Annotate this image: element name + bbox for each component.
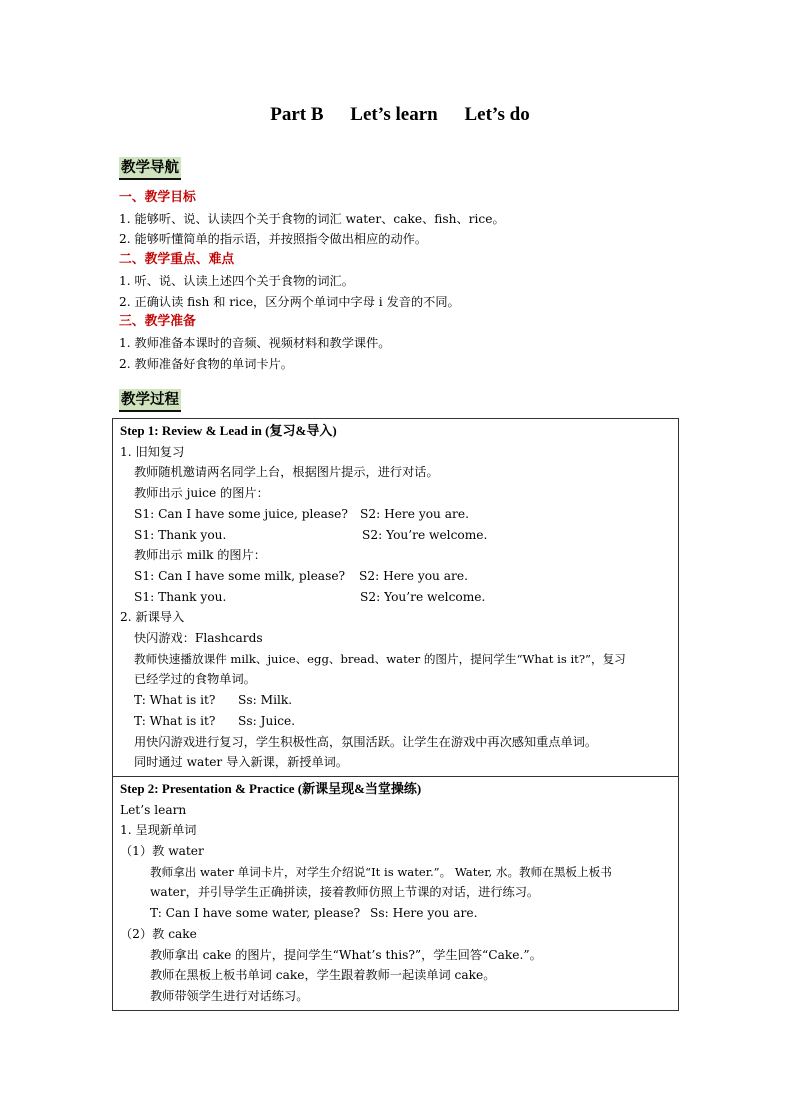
prep-item: 1. 教师准备本课时的音频、视频材料和教学课件。 [119,335,391,350]
key-item: 1. 听、说、认读上述四个关于食物的词汇。 [119,273,354,288]
dialogue-s2: S2: You’re welcome. [362,527,488,542]
step2-cell [113,776,679,1010]
goal-item: 1. 能够听、说、认读四个关于食物的词汇 water、cake、fish、rice。 [119,211,505,226]
dialogue-s2: S2: Here you are. [360,506,469,521]
prep-heading: 三、教学准备 [119,314,196,330]
page-title [0,104,790,126]
step1-cell [113,419,679,777]
process-heading: 教学过程 [119,389,181,412]
step1-title: Step 1: Review & Lead in (复习&导入) [120,423,337,438]
step1-line: 教师出示 juice 的图片： [134,486,269,501]
dialogue-s2: S2: Here you are. [359,568,468,583]
step2-word-heading: （1）教 water [120,844,204,859]
objectives-block [119,188,679,374]
step2-title: Step 2: Presentation & Practice (新课呈现&当堂操练) [120,780,422,796]
dialogue-t: T: What is it? [134,713,216,728]
step2-word-heading: （2）教 cake [120,926,197,941]
dialogue-line [120,690,672,711]
title-do: Let’s do [464,104,530,125]
dialogue-line [120,903,672,924]
dialogue-s1: S1: Thank you. [134,589,227,604]
key-heading: 二、教学重点、难点 [119,252,235,268]
nav-heading: 教学导航 [119,157,181,180]
step2-line: Let’s learn [120,802,187,817]
step1-line: 教师随机邀请两名同学上台，根据图片提示，进行对话。 [134,465,439,480]
step1-line: 教师快速播放课件 milk、juice、egg、bread、water 的图片，提问学生“What is it?”，复习 [134,651,626,666]
step2-line: 教师带领学生进行对话练习。 [150,988,309,1003]
dialogue-s1: S1: Can I have some milk, please? [134,568,346,583]
dialogue-t: T: What is it? [134,693,216,708]
step2-line: 教师拿出 water 单词卡片，对学生介绍说“It is water.”。 Water, 水。教师在黑板上板书 [150,864,612,879]
step2-row [113,776,679,1010]
dialogue-t: T: Can I have some water, please? [150,906,361,921]
step1-line: 同时通过 water 导入新课，新授单词。 [134,755,349,770]
dialogue-line [120,587,672,608]
goal-item: 2. 能够听懂简单的指示语，并按照指令做出相应的动作。 [119,232,428,247]
step1-sub-leadin: 2. 新课导入 [120,610,185,625]
step1-line: 快闪游戏：Flashcards [134,631,263,646]
step1-line: 用快闪游戏进行复习，学生积极性高，氛围活跃。让学生在游戏中再次感知重点单词。 [134,734,598,749]
dialogue-line [120,504,672,525]
step2-line: 教师在黑板上板书单词 cake，学生跟着教师一起读单词 cake。 [150,968,496,983]
step1-line: 已经学过的食物单词。 [134,672,256,687]
dialogue-ss: Ss: Milk. [238,693,293,708]
dialogue-line [120,525,672,546]
dialogue-line [120,566,672,587]
dialogue-s2: S2: You’re welcome. [360,589,486,604]
step1-line: 教师出示 milk 的图片： [134,548,266,563]
title-part: Part B [270,104,324,125]
title-learn: Let’s learn [350,104,438,125]
step2-sub-present: 1. 呈现新单词 [120,823,197,838]
dialogue-ss: Ss: Here you are. [370,906,478,921]
key-item: 2. 正确认读 fish 和 rice，区分两个单词中字母 i 发音的不同。 [119,294,460,309]
dialogue-ss: Ss: Juice. [238,713,296,728]
step2-line: water，并引导学生正确拼读，接着教师仿照上节课的对话，进行练习。 [150,885,540,900]
dialogue-s1: S1: Can I have some juice, please? [134,506,348,521]
process-table [112,418,679,1011]
step1-sub-review: 1. 旧知复习 [120,444,185,459]
step1-row [113,419,679,777]
dialogue-line [120,711,672,732]
step2-line: 教师拿出 cake 的图片，提问学生“What’s this?”，学生回答“Cake.”。 [150,947,542,962]
dialogue-s1: S1: Thank you. [134,527,227,542]
goal-heading: 一、教学目标 [119,190,196,205]
prep-item: 2. 教师准备好食物的单词卡片。 [119,356,293,371]
